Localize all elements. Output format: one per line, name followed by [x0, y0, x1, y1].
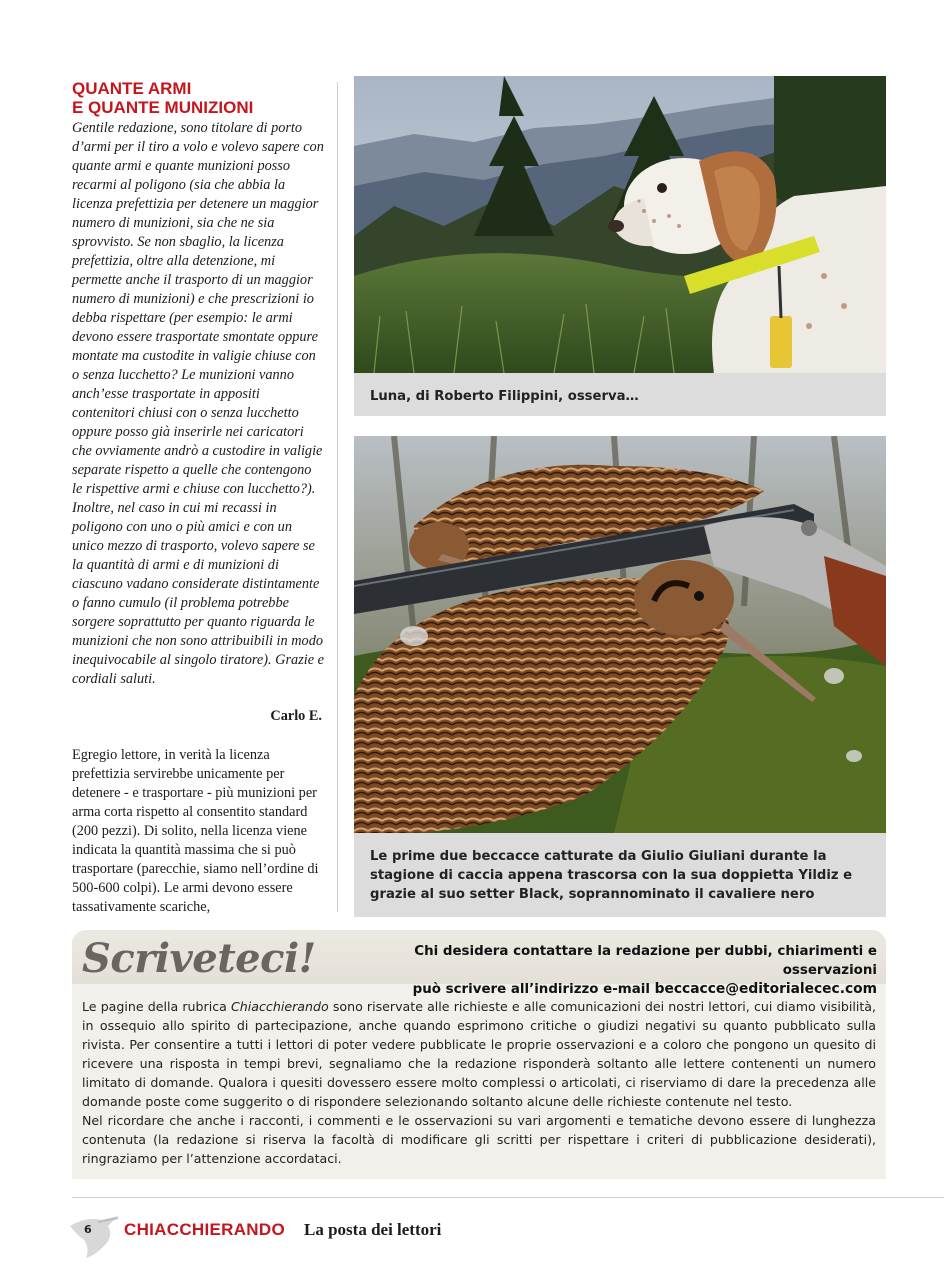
contact-email-link[interactable]: beccacce@editorialecec.com [654, 981, 877, 997]
contact-box [72, 930, 886, 1179]
footer-divider [72, 1197, 944, 1198]
contact-line-1: Chi desidera contattare la redazione per dubbi, chiarimenti e osservazioni [414, 944, 877, 978]
dog-photo-illustration [354, 76, 886, 373]
woodcock-photo-illustration [354, 436, 886, 833]
contact-info [317, 942, 877, 999]
letter-signature: Carlo E. [270, 708, 322, 724]
contact-box-header [72, 930, 886, 997]
dog-photo-caption: Luna, di Roberto Filippini, osserva… [354, 373, 886, 416]
woodcock-logo-icon [68, 1212, 120, 1260]
woodcock-photo [354, 436, 886, 833]
letter-body: Gentile redazione, sono titolare di porto d’armi per il tiro a volo e volevo sapere con quante armi e quante munizioni posso recarmi al poligono (sia che abbia la licenza prefettizia per detenere un maggior numero di munizioni, sia che ne sia sprovvisto. Se non sbaglio, la licenza prefettizia, oltre alla detenzione, mi permette anche il trasporto di un maggior numero di munizioni) e che prescrizioni io debba rispettare (per esempio: le armi devono essere trasportate smontate oppure montate ma custodite in valigie chiuse con o senza lucchetto? Le munizioni vanno anch’esse trasportate in appositi contenitori chiusi con o senza lucchetto oppure posso già inserirle nei caricatori che ovviamente andrò a custodire in valigie separate rispetto a quelle che contengono le rispettive armi e chiuse con lucchetto?). Inoltre, nel caso in cui mi recassi in poligono con uno o più amici e con un unico mezzo di trasporto, volevo sapere se la quantità di armi e di munizioni di ciascuno vadano considerate distintamente o fanno cumulo (il problema potrebbe sorgere soprattutto per quanto riguarda le munizioni che non sono attribuibili in modo inequivocabile al singolo tiratore). Grazie e cordiali saluti. [72, 120, 325, 687]
rubric-name: Chiacchierando [231, 999, 329, 1014]
section-name: CHIACCHIERANDO [124, 1220, 285, 1239]
page-number: 6 [84, 1223, 92, 1236]
contact-box-body: Le pagine della rubrica Chiacchierando sono riservate alle richieste e alle comunicazioni dei nostri lettori, cui diamo visibilità, in ossequio allo spirito di partecipazione, anche quando esprimono critiche o giudizi negativi su quanto pubblicato sulla rivista. Per consentire a tutti i lettori di poter vedere pubblicate le proprie osservazioni e a coloro che pongono un quesito di ricevere una risposta in tempi brevi, segnaliamo che la redazione risponderà soltanto alle lettere contenenti un numero limitato di domande. Qualora i quesiti dovessero essere molto complessi o articolati, ci riserviamo di dare la precedenza alle domande poste come suggerito o di rispondere selezionando soltanto alcune delle richieste contenute nel testo. Nel ricordare che anche i racconti, i commenti e le osservazioni su vari argomenti e tematiche devono essere di lunghezza contenuta (la redazione si riserva la facoltà di modificare gli scritti per rispettare i criteri di pubblicazione desiderati), ringraziamo per l’attenzione accordataci. [82, 999, 876, 1166]
contact-line-2: può scrivere all’indirizzo e-mail beccacce@editorialecec.com [412, 981, 877, 997]
section-subtitle: La posta dei lettori [304, 1220, 442, 1239]
editor-reply: Egregio lettore, in verità la licenza prefettizia servirebbe unicamente per detenere - e trasportare - più munizioni per arma corta rispetto al consentito standard (200 pezzi). Di solito, nella licenza viene indicata la quantità massima che si può trasportare (parecchie, siamo nell’ordine di 500-600 colpi). Le armi devono essere tassativamente scariche, [72, 747, 319, 915]
letter-title: QUANTE ARMI E QUANTE MUNIZIONI [72, 79, 254, 117]
contact-box-title: Scriveteci! [82, 935, 316, 982]
dog-photo [354, 76, 886, 373]
column-divider [337, 82, 338, 912]
woodcock-photo-caption: Le prime due beccacce catturate da Giulio Giuliani durante la stagione di caccia appena trascorsa con la sua doppietta Yildiz e grazie al suo setter Black, soprannominato il cavaliere nero [354, 833, 886, 917]
